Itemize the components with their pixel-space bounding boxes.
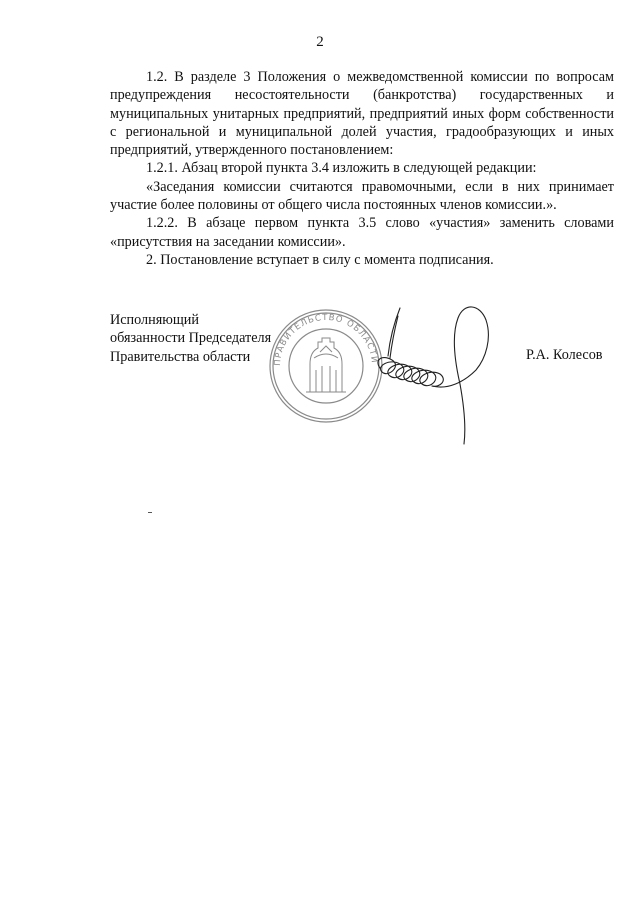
paragraph-1-2-2: 1.2.2. В абзаце первом пункта 3.5 слово «участия» заменить словами «присутствия на заседании комиссии». <box>110 215 614 250</box>
document-body <box>110 68 614 269</box>
paragraph-quote: «Заседания комиссии считаются правомочными, если в них принимает участие более половины от общего числа постоянных членов комиссии.». <box>110 178 614 214</box>
signatory-title-line: Исполняющий <box>110 312 199 328</box>
signatory-title-line: обязанности Председателя <box>110 330 272 347</box>
signatory-name: Р.А. Колесов <box>526 347 603 363</box>
handwritten-signature <box>368 298 518 448</box>
stamp-text: ПРАВИТЕЛЬСТВО ОБЛАСТИ <box>272 312 380 367</box>
scan-speck <box>148 512 152 513</box>
page-number: 2 <box>316 34 324 50</box>
paragraph-1-2: 1.2. В разделе 3 Положения о межведомственной комиссии по вопросам предупреждения несостоятельности (банкротства) государственных и муниципальных унитарных предприятий, предприятий иных форм собственности с региональной и муниципальной долей участия, градообразующих и иных предприятий, утвержденного постановлением: <box>110 69 614 159</box>
svg-text:ПРАВИТЕЛЬСТВО ОБЛАСТИ <box>273 313 379 366</box>
signatory-title <box>110 311 271 366</box>
signatory-title-line: Правительства области <box>110 348 251 365</box>
paragraph-2: 2. Постановление вступает в силу с момента подписания. <box>146 251 494 268</box>
paragraph-1-2-1: 1.2.1. Абзац второй пункта 3.4 изложить в следующей редакции: <box>146 160 537 177</box>
